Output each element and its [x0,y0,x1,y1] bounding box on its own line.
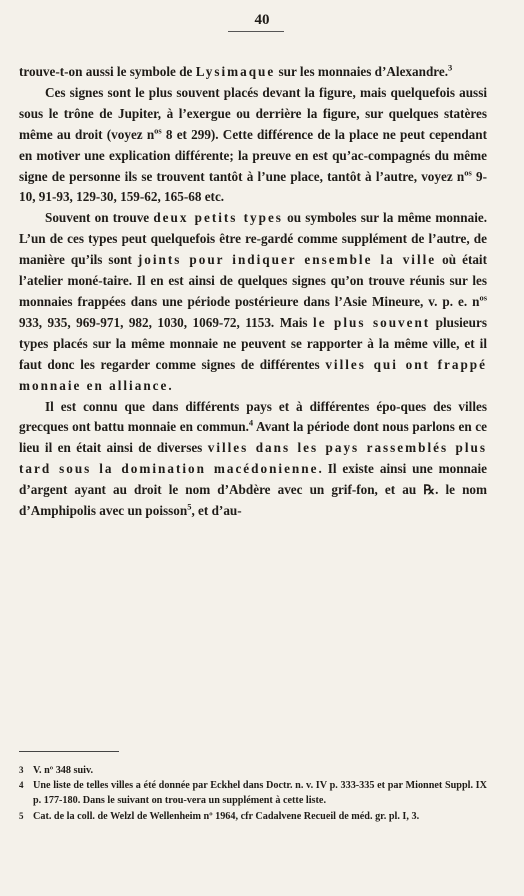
footnote-text: V. nº 348 suiv. [33,765,94,776]
footnote-separator [19,751,119,752]
paragraph [19,83,487,208]
paragraph [19,62,487,83]
superscript: 5 [187,501,192,512]
footnote-text: Une liste de telles villes a été donnée par Eckhel dans Doctr. n. v. IV p. 333-335 et par Mionnet Suppl. IX p. 177-180. Dans le suivant on trou-vera un supplément à cette liste. [33,780,487,807]
spaced-emphasis: deux petits types [153,210,283,226]
text-run: . [168,377,172,393]
text-run: Avant la période dont nous parlons en ce lieu il en était ainsi de diverses [19,419,487,456]
footnotes [19,763,487,824]
text-run: sur les monnaies d’Alexandre. [275,64,449,79]
text-run: 8 et 299). Cette différence de la place ne peut cependant en motiver une explication différente; la preuve en est qu’ac-compagnés du même signe de personne ils se trouvent tantôt à l’une place, tantôt à l’autre, voyez n [19,126,487,184]
spaced-emphasis: joints pour indiquer ensemble la ville [137,252,437,268]
superscript: os [464,167,472,178]
text-run: . Il existe ainsi une monnaie d’argent ayant au droit le nom d’Abdère avec un grif-fon, et au ℞. le nom d’Amphipolis avec un poisson [19,461,487,519]
text-run: Souvent on trouve [45,210,154,226]
header-rule [228,31,284,32]
superscript: 4 [248,418,254,429]
footnote-number: 3 [19,765,24,775]
spaced-emphasis: le plus souvent [313,314,431,330]
text-run: plusieurs types placés sur la même monnaie ne peuvent se rapporter à la même ville, et il faut donc les regarder comme signes de différentes [19,314,487,372]
footnote-number: 4 [19,780,24,791]
text-run: 9-10, 91-93, 129-30, 159-62, 165-68 etc. [19,168,487,205]
spaced-emphasis: villes dans les pays rassemblés plus tard sous la domination macédonienne [19,440,487,477]
page-number: 40 [254,12,270,28]
superscript: os [154,125,162,136]
text-run: Ces signes sont le plus souvent placés devant la figure, mais quelquefois aussi sous le trône de Jupiter, à l’exergue ou derrière la figure, sur quelques statères même au droit (voyez n [19,84,487,142]
paragraph [19,397,487,522]
superscript: 3 [448,62,453,73]
text-run: trouve-t-on aussi le symbole de [19,64,196,79]
text-run: ou symboles sur la même monnaie. L’un de ces types peut quelquefois être re-gardé comme supplément de l’autre, de manière qu’ils sont [19,210,488,268]
footnote [19,763,487,778]
text-run: , et d’au- [191,503,242,519]
footnote [19,778,487,808]
footnote-text: Cat. de la coll. de Welzl de Wellenheim nº 1964, cfr Cadalvene Recueil de méd. gr. pl. I, 3. [33,810,420,822]
footnote [19,809,487,824]
body-text [19,62,487,522]
spaced-emphasis: villes qui ont frappé monnaie en alliance [19,356,487,393]
text-run: où était l’atelier moné-taire. Il en est ainsi de quelques signes qu’on trouve réunis sur les monnaies frappées dans une période postérieure dans l’Asie Mineure, v. p. e. n [19,252,487,309]
paragraph [19,208,487,396]
text-run: Il est connu que dans différents pays et à différentes épo-ques des villes grecques ont battu monnaie en commun. [19,398,487,435]
spaced-emphasis: Lysimaque [195,64,276,79]
superscript: os [479,292,487,303]
text-run: 933, 935, 969-971, 982, 1030, 1069-72, 1153. Mais [19,314,314,330]
footnote-number: 5 [19,810,24,821]
